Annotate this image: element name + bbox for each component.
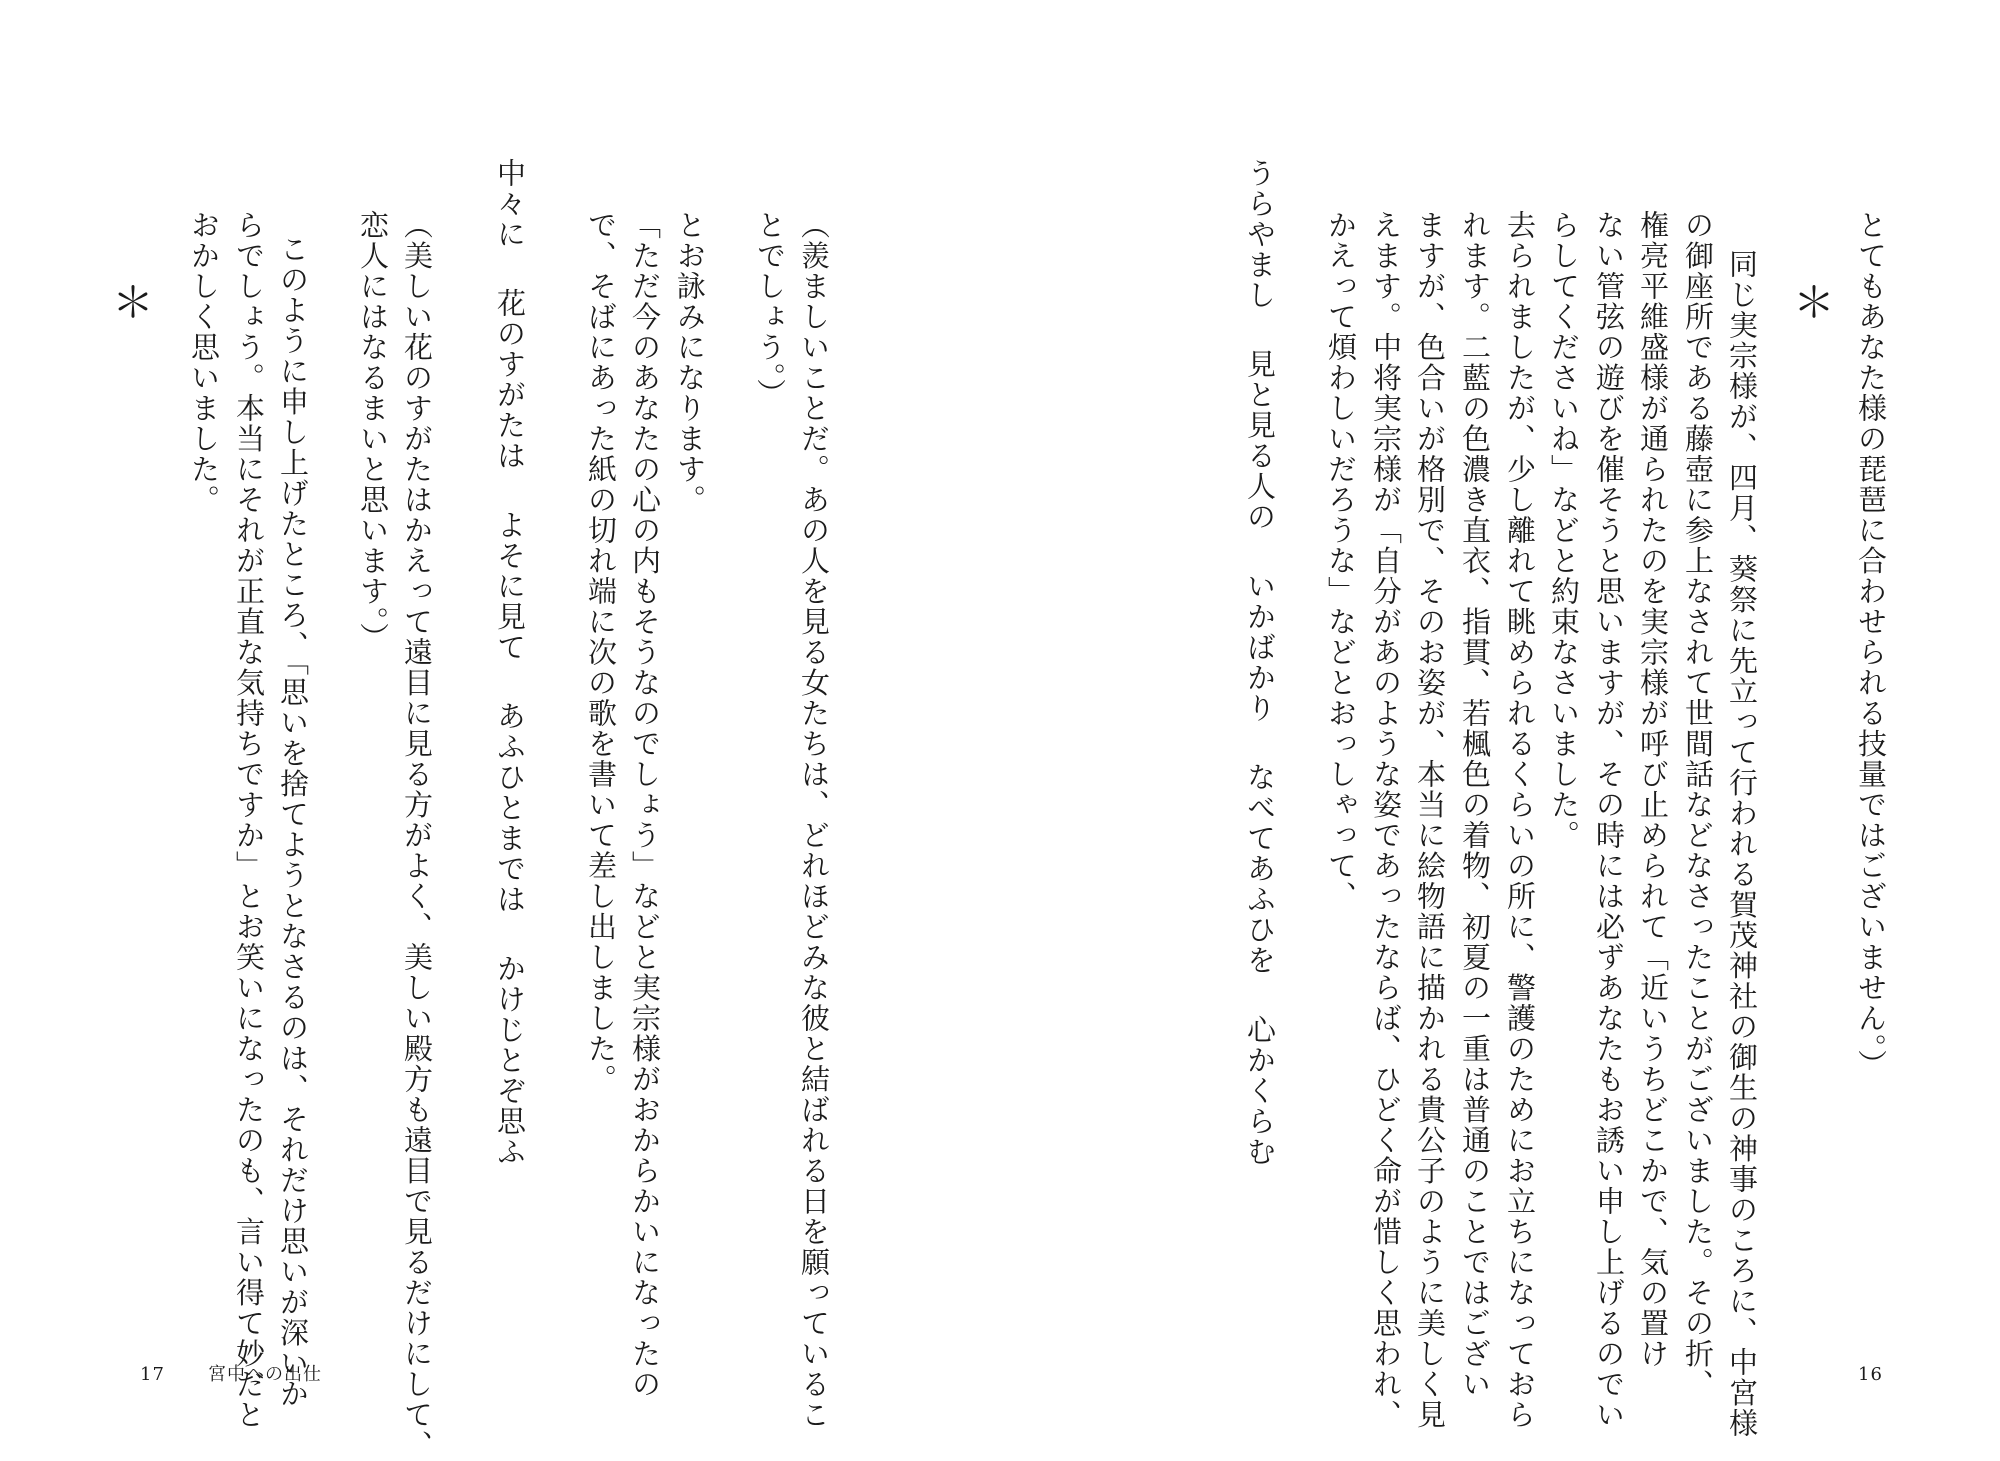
text-line [1547,210,1581,851]
poem-phrase: 中々に [493,158,527,250]
text-line: おかしく思いました。 [187,210,221,515]
text-line-part: らしてくださいね」などと約束なさいました。 [1547,210,1581,851]
text-line: の御座所である藤壺に参上なされて世間話などなさったことがございました。その折、 [1681,210,1715,1400]
text-line: えます。中将実宗様が「自分があのような姿であったならば、ひどく命が惜しく思われ、 [1369,210,1403,1430]
text-line: とお詠みになります。 [673,210,707,515]
page-number-16: 16 [1858,1364,1883,1385]
text-line: とでしょう。） [753,210,787,409]
text-line: （羨ましいことだ。あの人を見る女たちは、どれほどみな彼と結ばれる日を願っているこ [797,210,831,1430]
poem-phrase: よそに見て [493,509,527,663]
text-line: 恋人にはなるまいと思います。） [356,210,390,653]
text-line: で、そばにあった紙の切れ端に次の歌を書いて差し出しました。 [584,210,618,1095]
poem-line [493,158,527,1167]
poem-phrase: あふひとまでは [493,701,527,915]
running-title: 宮中への出仕 [208,1364,322,1385]
poem-phrase: 見と見る人の [1243,349,1277,533]
asterisk-ornament: ＊ [112,278,155,327]
page-number-17: 17 [140,1364,165,1385]
text-line: らでしょう。本当にそれが正直な気持ちですか」とお笑いになったのも、言い得て妙だと [232,210,266,1430]
poem-phrase: いかばかり [1243,570,1277,724]
text-line: かえって煩わしいだろうな」などとおっしゃって、 [1324,210,1358,912]
text-line: 権亮平維盛様が通られたのを実宗様が呼び止められて「近いうちどこかで、気の置け [1636,210,1670,1369]
poem-phrase: かけじとぞ思ふ [493,953,527,1167]
text-line: （美しい花のすがたはかえって遠目に見る方がよく、美しい殿方も遠目で見るだけにして、 [400,210,434,1461]
text-line: ない管弦の遊びを催そうと思いますが、その時には必ずあなたもお誘い申し上げるのでい [1592,210,1626,1430]
asterisk-ornament: ＊ [1793,278,1836,327]
text-line: とてもあなた様の琵琶に合わせられる技量ではございません。） [1854,210,1888,1080]
poem-phrase: うらやまし [1243,158,1277,311]
text-line: このように申し上げたところ、「思いを捨てようとなさるのは、それだけ思いが深いか [276,234,310,1409]
text-line: 「ただ今のあなたの心の内もそうなのでしょう」などと実宗様がおからかいになったの [628,210,662,1400]
poem-line [1243,158,1277,1167]
text-line: ますが、色合いが格別で、そのお姿が、本当に絵物語に描かれる貴公子のように美しく見 [1413,210,1447,1430]
poem-phrase: なべてあふひを [1243,762,1277,976]
poem-phrase: 花のすがたは [493,288,527,472]
poem-phrase: 心かくらむ [1243,1014,1277,1167]
text-line: 去られましたが、少し離れて眺められるくらいの所に、警護のためにお立ちになっておら [1503,210,1537,1430]
text-line: 同じ実宗様が、四月、葵祭に先立って行われる賀茂神社の御生の神事のころに、中宮様 [1725,249,1759,1439]
text-line: れます。二藍の色濃き直衣、指貫、若楓色の着物、初夏の一重は普通のことではござい [1458,210,1492,1400]
